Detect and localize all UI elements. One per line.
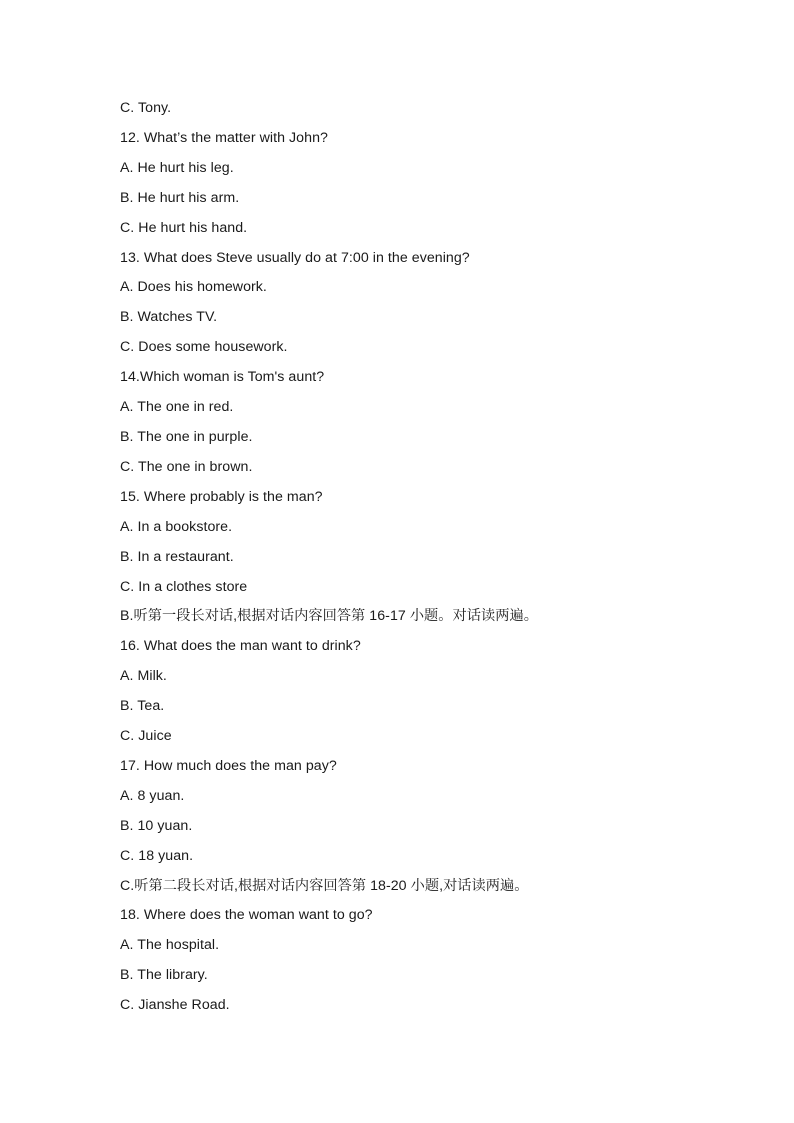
- option-16-b: B. Tea.: [120, 698, 165, 715]
- option-13-b: B. Watches TV.: [120, 309, 218, 326]
- option-18-a: A. The hospital.: [120, 937, 220, 954]
- section-b-instruction: B.听第一段长对话,根据对话内容回答第 16-17 小题。对话读两遍。: [120, 608, 538, 625]
- question-13: 13. What does Steve usually do at 7:00 in the evening?: [120, 249, 470, 266]
- question-12: 12. What’s the matter with John?: [120, 129, 328, 146]
- question-list: [120, 98, 740, 1025]
- option-16-a: A. Milk.: [120, 668, 167, 685]
- option-16-c: C. Juice: [120, 728, 172, 745]
- question-16: 16. What does the man want to drink?: [120, 638, 361, 655]
- option-18-b: B. The library.: [120, 967, 208, 984]
- option-15-b: B. In a restaurant.: [120, 548, 234, 565]
- option-17-c: C. 18 yuan.: [120, 847, 194, 864]
- option-17-a: A. 8 yuan.: [120, 787, 185, 804]
- option-12-a: A. He hurt his leg.: [120, 159, 234, 176]
- option-18-c: C. Jianshe Road.: [120, 997, 230, 1014]
- section-c-instruction: C.听第二段长对话,根据对话内容回答第 18-20 小题,对话读两遍。: [120, 877, 529, 894]
- question-14: 14.Which woman is Tom's aunt?: [120, 369, 325, 386]
- option-13-c: C. Does some housework.: [120, 339, 288, 356]
- question-18: 18. Where does the woman want to go?: [120, 907, 373, 924]
- option-12-c: C. He hurt his hand.: [120, 219, 248, 236]
- option-15-a: A. In a bookstore.: [120, 518, 233, 535]
- option-14-c: C. The one in brown.: [120, 458, 253, 475]
- question-15: 15. Where probably is the man?: [120, 488, 323, 505]
- option-15-c: C. In a clothes store: [120, 578, 248, 595]
- question-17: 17. How much does the man pay?: [120, 757, 337, 774]
- option-14-b: B. The one in purple.: [120, 428, 253, 445]
- option-12-b: B. He hurt his arm.: [120, 189, 240, 206]
- option-17-b: B. 10 yuan.: [120, 817, 193, 834]
- option-14-a: A. The one in red.: [120, 399, 234, 416]
- option-13-a: A. Does his homework.: [120, 279, 267, 296]
- option-11-c: C. Tony.: [120, 100, 172, 116]
